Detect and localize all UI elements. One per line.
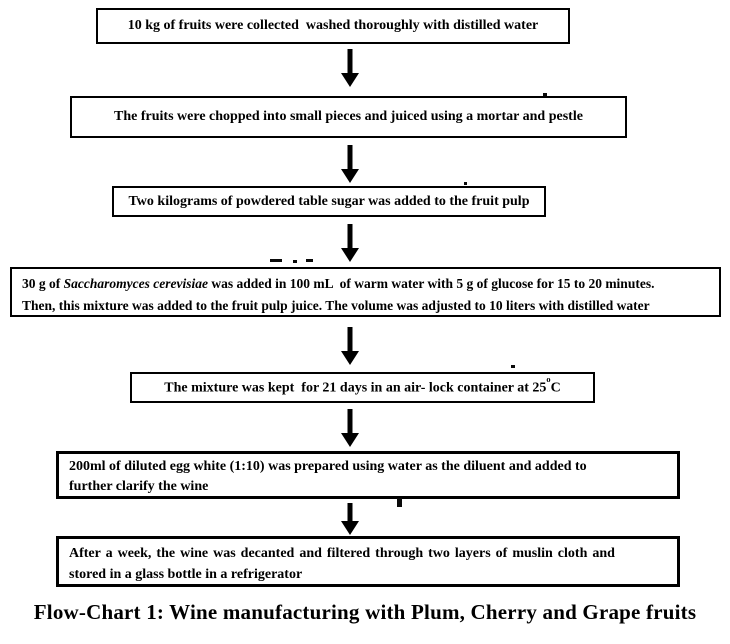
scan-artifact	[306, 259, 313, 262]
scan-artifact	[270, 259, 282, 262]
down-arrow-icon	[335, 327, 365, 365]
flowchart-step-3	[112, 186, 546, 217]
flow-arrow-4	[335, 327, 365, 365]
down-arrow-icon	[335, 224, 365, 262]
scan-artifact	[397, 498, 402, 507]
flowchart-step-6	[56, 451, 680, 499]
step-4-line-1	[22, 272, 713, 294]
step-5-text	[164, 374, 561, 397]
down-arrow-icon	[335, 409, 365, 447]
step-4-text-post: was added in 100 mL of warm water with 5 g of glucose for 15 to 20 minutes.	[207, 276, 655, 291]
scan-artifact	[543, 93, 547, 96]
step-4-text-pre: 30 g of	[22, 276, 64, 291]
flowchart-step-7	[56, 536, 680, 587]
step-4-species-italic: Saccharomyces cerevisiae	[63, 276, 208, 291]
step-6-line-2: further clarify the wine	[69, 479, 209, 494]
flowchart-step-5	[130, 372, 595, 403]
down-arrow-icon	[335, 49, 365, 87]
step-6-line-1: 200ml of diluted egg white (1:10) was prepared using water as the diluent and added to	[69, 459, 587, 474]
flowchart-step-1	[96, 8, 570, 44]
flow-arrow-2	[335, 145, 365, 183]
step-1-text: 10 kg of fruits were collected washed thoroughly with distilled water	[127, 18, 539, 33]
scan-artifact	[464, 182, 467, 185]
flowchart-step-4	[10, 267, 721, 317]
flow-arrow-5	[335, 409, 365, 447]
step-7-line-2: stored in a glass bottle in a refrigerator	[69, 567, 303, 582]
step-7-line-1: After a week, the wine was decanted and filtered through two layers of muslin cloth and	[69, 546, 615, 561]
step-5-text-post: C	[550, 380, 561, 396]
step-5-text-pre: The mixture was kept for 21 days in an air- lock container at 25	[164, 380, 547, 396]
flow-arrow-6	[335, 503, 365, 535]
step-4-line-2: Then, this mixture was added to the fruit pulp juice. The volume was adjusted to 10 liters with distilled water	[22, 298, 650, 313]
step-2-text: The fruits were chopped into small pieces and juiced using a mortar and pestle	[114, 109, 583, 124]
flowchart-step-2	[70, 96, 627, 138]
flow-arrow-1	[335, 49, 365, 87]
step-5-degree-sup: o	[546, 374, 551, 384]
down-arrow-icon	[335, 145, 365, 183]
flow-arrow-3	[335, 224, 365, 262]
scan-artifact	[511, 365, 515, 368]
figure-caption: Flow-Chart 1: Wine manufacturing with Plum, Cherry and Grape fruits	[33, 600, 697, 624]
down-arrow-icon	[335, 503, 365, 535]
step-3-text: Two kilograms of powdered table sugar was added to the fruit pulp	[128, 193, 530, 209]
scan-artifact	[293, 260, 297, 263]
